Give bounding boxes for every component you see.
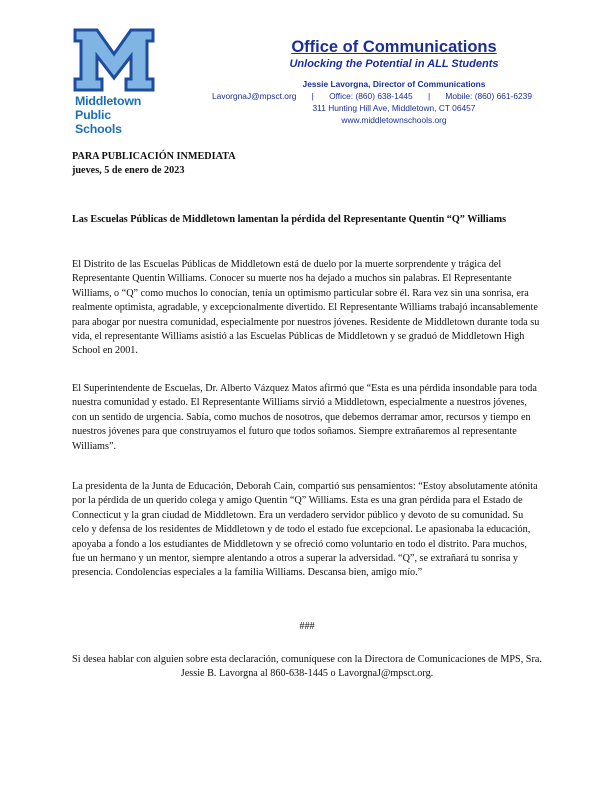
closing-statement: Si desea hablar con alguien sobre esta declaración, comuníquese con la Directora de Comunicaciones de MPS, Sra. Jessie B. Lavorgna al 860-638-1445 o LavorgnaJ@mpsct.org. bbox=[72, 654, 542, 680]
logo-name-line2: Public Schools bbox=[75, 108, 122, 136]
letterhead bbox=[192, 38, 552, 126]
end-mark: ### bbox=[299, 621, 315, 632]
logo-name-line1: Middletown bbox=[75, 94, 142, 108]
m-logo-icon bbox=[72, 27, 156, 93]
mobile-phone: Mobile: (860) 661-6239 bbox=[445, 91, 532, 101]
address: 311 Hunting Hill Ave, Middletown, CT 06457 bbox=[312, 103, 476, 113]
headline: Las Escuelas Públicas de Middletown lamentan la pérdida del Representante Quentin “Q” Williams bbox=[72, 214, 507, 225]
separator: | bbox=[311, 91, 314, 101]
tagline: Unlocking the Potential in ALL Students bbox=[289, 58, 499, 70]
separator: | bbox=[427, 91, 431, 101]
release-date: jueves, 5 de enero de 2023 bbox=[72, 165, 185, 177]
district-logo bbox=[72, 27, 156, 136]
paragraph: La presidenta de la Junta de Educación, Deborah Cain, compartió sus pensamientos: “Estoy absolutamente atónita por la pérdida de un querido colega y amigo Quentin “Q” Williams. Esta es una gran pérdida para el Estado de Connecticut y la gran ciudad de Middletown. Era un verdadero servidor público y devoto de su comunidad. Su celo y defensa de los residentes de Middletown y de todo el estado fue excepcional. Le apasionaba la educación, apoyaba a fondo a los estudiantes de Middletown y se ofreció como voluntario en todo el distrito. Para muchos, fue un hermano y un mentor, siempre alentando a otros a superar la adversidad. “Q”, se extrañará tu sonrisa y presencia. Condolencias especiales a la familia Williams. Descansa bien, amigo mío.” bbox=[72, 481, 538, 579]
office-phone: Office: (860) 638-1445 bbox=[329, 91, 413, 101]
office-title: Office of Communications bbox=[291, 38, 497, 56]
paragraph: El Superintendente de Escuelas, Dr. Alberto Vázquez Matos afirmó que “Esta es una pérdida insondable para toda nuestra comunidad y estado. El Representante Williams sirvió a Middletown, especialmente a nuestros jóvenes, con un sentido de urgencia. Sabía, como muchos de nosotros, que debemos derramar amor, recursos y tiempo en nuestros jóvenes para que construyamos el futuro que todos soñamos. Siempre extrañaremos al representante Williams”. bbox=[72, 383, 537, 452]
release-info bbox=[72, 150, 542, 179]
website-link[interactable]: www.middletownschools.org bbox=[341, 115, 447, 125]
contact-line bbox=[192, 90, 552, 102]
contact-email[interactable]: LavorgnaJ@mpsct.org bbox=[212, 91, 297, 101]
release-label: PARA PUBLICACIÓN INMEDIATA bbox=[72, 151, 236, 162]
paragraph: El Distrito de las Escuelas Públicas de Middletown está de duelo por la muerte sorprendente y trágica del Representante Quentin Williams. Conocer su muerte nos ha dejado a muchos sin palabras. El Representante Williams, o “Q” como muchos lo conocían, tenía un optimismo particular sobre él. Rara vez sin una sonrisa, era realmente optimista, agradable, y excepcionalmente divertido. El Representante Williams trabajó incansablemente para abogar por nuestra comunidad, especialmente por nuestros jóvenes. Residente de Middletown durante toda su vida, el representante Williams asistió a las Escuelas Públicas de Middletown y se graduó de Middletown High School en 2001. bbox=[72, 259, 540, 357]
director-name: Jessie Lavorgna, Director of Communications bbox=[302, 79, 486, 89]
